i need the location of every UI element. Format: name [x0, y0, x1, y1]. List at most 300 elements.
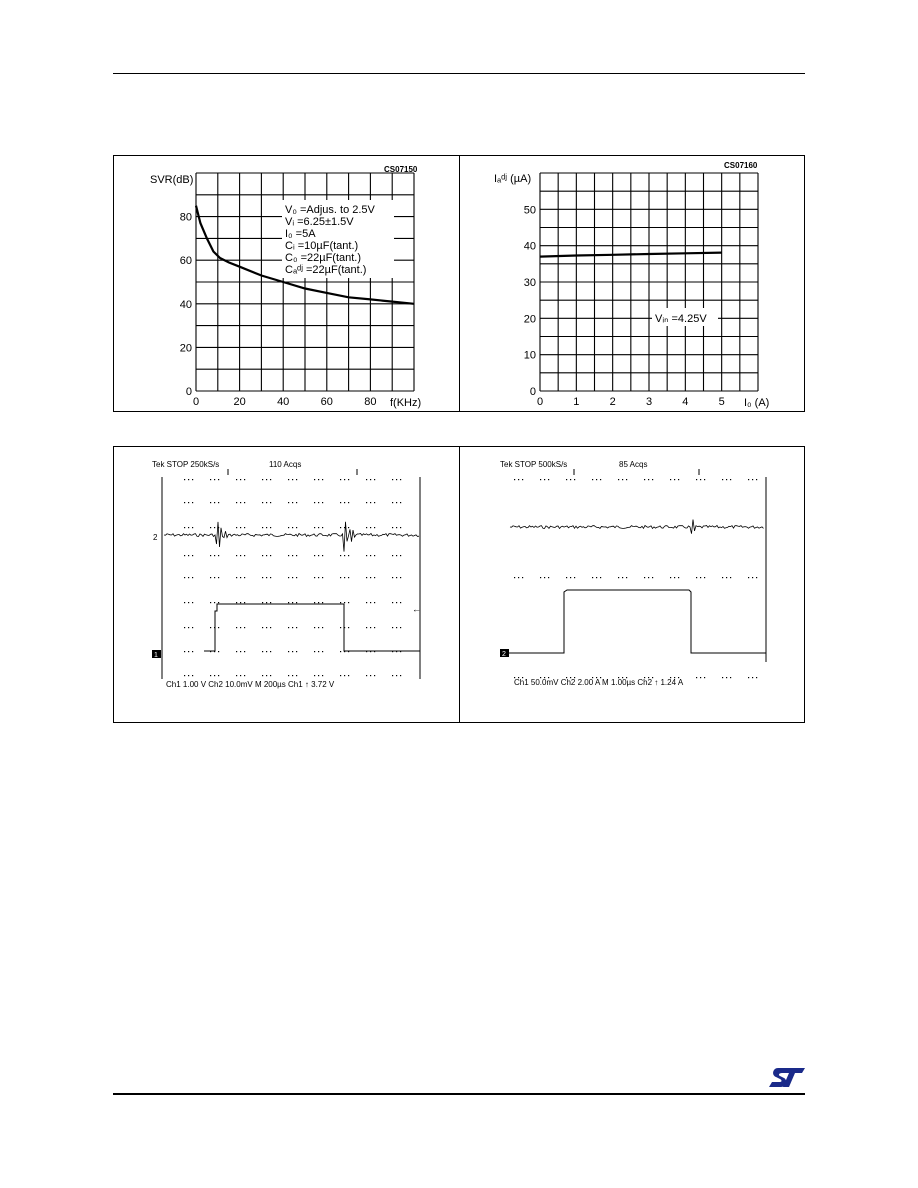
graticule-dot — [266, 502, 267, 503]
graticule-dot — [210, 627, 211, 628]
iadj-y-tick-label: 50 — [523, 204, 536, 217]
graticule-dot — [366, 675, 367, 676]
svr-y-axis-label: SVR(dB) — [150, 174, 194, 186]
graticule-dot — [192, 555, 193, 556]
graticule-dot — [244, 651, 245, 652]
graticule-dot — [674, 479, 675, 480]
graticule-dot — [292, 627, 293, 628]
graticule-dot — [244, 577, 245, 578]
graticule-dot — [236, 479, 237, 480]
graticule-dot — [270, 502, 271, 503]
graticule-dot — [262, 602, 263, 603]
graticule-dot — [726, 677, 727, 678]
graticule-dot — [392, 602, 393, 603]
svr-x-tick-label: 40 — [277, 396, 290, 408]
graticule-dot — [392, 555, 393, 556]
graticule-dot — [218, 602, 219, 603]
iadj-y-tick-label: 40 — [523, 240, 536, 253]
graticule-dot — [644, 577, 645, 578]
header-rule — [113, 73, 805, 74]
graticule-dot — [318, 651, 319, 652]
graticule-dot — [322, 555, 323, 556]
graticule-dot — [400, 479, 401, 480]
iadj-y-tick-label: 0 — [529, 386, 536, 398]
iadj-x-axis-label: I₀ (A) — [744, 397, 770, 409]
graticule-dot — [184, 651, 185, 652]
graticule-dot — [400, 602, 401, 603]
svr-x-tick-label: 20 — [233, 396, 246, 408]
iadj-y-axis-label: Iₐᵈʲ (µA) — [494, 173, 532, 185]
graticule-dot — [652, 479, 653, 480]
graticule-dot — [296, 555, 297, 556]
graticule-dot — [600, 479, 601, 480]
graticule-dot — [348, 627, 349, 628]
graticule-dot — [188, 577, 189, 578]
graticule-dot — [548, 577, 549, 578]
svr-x-tick-label: 60 — [320, 396, 333, 408]
graticule-dot — [210, 527, 211, 528]
graticule-dot — [318, 627, 319, 628]
graticule-dot — [596, 479, 597, 480]
graticule-dot — [696, 479, 697, 480]
graticule-dot — [644, 479, 645, 480]
graticule-dot — [292, 555, 293, 556]
graticule-dot — [292, 577, 293, 578]
graticule-dot — [370, 602, 371, 603]
graticule-dot — [210, 577, 211, 578]
graticule-dot — [392, 577, 393, 578]
graticule-dot — [214, 479, 215, 480]
graticule-dot — [722, 479, 723, 480]
graticule-dot — [288, 577, 289, 578]
graticule-dot — [266, 651, 267, 652]
graticule-dot — [188, 602, 189, 603]
svr-y-tick-label: 0 — [185, 386, 192, 398]
graticule-dot — [288, 502, 289, 503]
scope-left-footer: Ch1 1.00 V Ch2 10.0mV M 200µs Ch1 ↑ 3.72 V — [166, 680, 335, 689]
graticule-dot — [296, 675, 297, 676]
graticule-dot — [318, 502, 319, 503]
graticule-dot — [722, 677, 723, 678]
graticule-dot — [392, 527, 393, 528]
iadj-y-tick-label: 10 — [523, 349, 536, 362]
graticule-dot — [314, 602, 315, 603]
svr-y-tick-label: 20 — [179, 342, 192, 355]
graticule-dot — [236, 502, 237, 503]
graticule-dot — [262, 527, 263, 528]
graticule-dot — [218, 479, 219, 480]
graticule-dot — [270, 479, 271, 480]
iadj-x-tick-label: 2 — [609, 396, 616, 408]
graticule-dot — [678, 577, 679, 578]
svr-x-tick-label: 0 — [192, 396, 200, 408]
graticule-dot — [704, 677, 705, 678]
graticule-dot — [214, 602, 215, 603]
iadj-x-tick-label: 4 — [682, 396, 689, 408]
iadj-y-tick-label: 20 — [523, 313, 536, 326]
graticule-dot — [618, 479, 619, 480]
graticule-dot — [214, 675, 215, 676]
graticule-dot — [188, 651, 189, 652]
graticule-dot — [748, 677, 749, 678]
graticule-dot — [748, 479, 749, 480]
graticule-dot — [292, 675, 293, 676]
graticule-dot — [344, 502, 345, 503]
graticule-dot — [244, 675, 245, 676]
graticule-dot — [266, 555, 267, 556]
graticule-dot — [648, 577, 649, 578]
scope-right-ch2-trace — [509, 590, 766, 653]
graticule-dot — [314, 527, 315, 528]
scope-left-ch2-marker: 2 — [153, 533, 158, 542]
graticule-dot — [626, 479, 627, 480]
svr-condition-1: V₀ =Adjus. to 2.5V — [285, 204, 375, 216]
graticule-dot — [396, 479, 397, 480]
scope-left-header: Tek STOP 250kS/s — [152, 460, 220, 469]
graticule-dot — [192, 527, 193, 528]
graticule-dot — [288, 527, 289, 528]
graticule-dot — [340, 555, 341, 556]
graticule-dot — [366, 479, 367, 480]
iadj-chart-code: CS07160 — [724, 161, 758, 170]
graticule-dot — [314, 627, 315, 628]
graticule-dot — [262, 577, 263, 578]
graticule-dot — [236, 577, 237, 578]
graticule-dot — [370, 577, 371, 578]
iadj-x-ticks — [537, 396, 725, 408]
graticule-dot — [522, 577, 523, 578]
graticule-dot — [262, 651, 263, 652]
graticule-dot — [188, 527, 189, 528]
graticule-dot — [236, 602, 237, 603]
graticule-dot — [514, 479, 515, 480]
graticule-dot — [192, 577, 193, 578]
graticule-dot — [366, 555, 367, 556]
graticule-dot — [240, 602, 241, 603]
graticule-dot — [214, 555, 215, 556]
svr-x-axis-label: f(KHz) — [390, 397, 422, 409]
svr-condition-4: Cᵢ =10µF(tant.) — [285, 240, 359, 252]
graticule-dot — [340, 479, 341, 480]
st-logo-shape — [769, 1068, 805, 1087]
graticule-dot — [752, 479, 753, 480]
graticule-dot — [344, 577, 345, 578]
graticule-dot — [292, 527, 293, 528]
graticule-dot — [396, 555, 397, 556]
graticule-dot — [748, 577, 749, 578]
graticule-dot — [296, 577, 297, 578]
graticule-dot — [266, 627, 267, 628]
scope-right-ch1-trace — [510, 520, 764, 534]
graticule-dot — [184, 627, 185, 628]
graticule-dot — [340, 651, 341, 652]
svr-condition-3: I₀ =5A — [285, 228, 316, 240]
graticule-dot — [266, 602, 267, 603]
graticule-dot — [670, 479, 671, 480]
graticule-dot — [184, 479, 185, 480]
iadj-grid — [540, 173, 758, 391]
graticule-dot — [348, 577, 349, 578]
graticule-dot — [240, 577, 241, 578]
graticule-dot — [184, 577, 185, 578]
scope-left-ch1-marker: 1 — [154, 652, 158, 659]
graticule-dot — [262, 675, 263, 676]
scope-right-acqs: 85 Acqs — [619, 460, 648, 469]
curves-panel-row — [113, 155, 805, 412]
scope-left — [152, 460, 421, 689]
graticule-dot — [214, 502, 215, 503]
graticule-dot — [340, 502, 341, 503]
graticule-dot — [322, 675, 323, 676]
graticule-dot — [704, 577, 705, 578]
scope-right-header: Tek STOP 500kS/s — [500, 460, 568, 469]
graticule-dot — [370, 627, 371, 628]
scope-left-arrow-icon: ← — [412, 604, 421, 614]
graticule-dot — [566, 577, 567, 578]
graticule-dot — [756, 479, 757, 480]
graticule-dot — [544, 479, 545, 480]
graticule-dot — [566, 479, 567, 480]
graticule-dot — [314, 651, 315, 652]
iadj-y-tick-label: 30 — [523, 277, 536, 289]
graticule-dot — [218, 502, 219, 503]
graticule-dot — [348, 555, 349, 556]
graticule-dot — [348, 675, 349, 676]
graticule-dot — [322, 479, 323, 480]
graticule-dot — [292, 502, 293, 503]
graticule-dot — [192, 479, 193, 480]
iadj-chart — [494, 161, 769, 409]
graticule-dot — [396, 602, 397, 603]
graticule-dot — [396, 675, 397, 676]
graticule-dot — [236, 651, 237, 652]
graticule-dot — [518, 479, 519, 480]
graticule-dot — [236, 527, 237, 528]
graticule-dot — [518, 577, 519, 578]
iadj-x-tick-label: 5 — [718, 396, 725, 408]
graticule-dot — [730, 577, 731, 578]
graticule-dot — [236, 627, 237, 628]
graticule-dot — [218, 555, 219, 556]
svr-condition-5: C₀ =22µF(tant.) — [285, 252, 362, 264]
graticule-dot — [540, 479, 541, 480]
graticule-dot — [318, 675, 319, 676]
graticule-dot — [400, 527, 401, 528]
scope-panel-row — [113, 446, 805, 723]
graticule-dot — [374, 627, 375, 628]
graticule-dot — [348, 502, 349, 503]
graticule-dot — [514, 577, 515, 578]
graticule-dot — [244, 479, 245, 480]
graticule-dot — [726, 577, 727, 578]
graticule-dot — [262, 479, 263, 480]
graticule-dot — [240, 627, 241, 628]
graticule-dot — [214, 527, 215, 528]
graticule-dot — [270, 627, 271, 628]
svr-x-ticks — [193, 396, 377, 408]
graticule-dot — [522, 479, 523, 480]
graticule-dot — [374, 675, 375, 676]
graticule-dot — [374, 555, 375, 556]
graticule-dot — [348, 527, 349, 528]
graticule-dot — [340, 627, 341, 628]
graticule-dot — [392, 479, 393, 480]
graticule-dot — [752, 577, 753, 578]
graticule-dot — [570, 577, 571, 578]
graticule-dot — [270, 675, 271, 676]
graticule-dot — [322, 502, 323, 503]
graticule-dot — [400, 675, 401, 676]
graticule-dot — [730, 479, 731, 480]
graticule-dot — [370, 527, 371, 528]
graticule-dot — [314, 555, 315, 556]
graticule-dot — [678, 479, 679, 480]
graticule-dot — [288, 651, 289, 652]
graticule-dot — [210, 555, 211, 556]
graticule-dot — [184, 675, 185, 676]
graticule-dot — [270, 602, 271, 603]
graticule-dot — [400, 502, 401, 503]
graticule-dot — [722, 577, 723, 578]
iadj-x-tick-label: 0 — [536, 396, 544, 408]
graticule-dot — [184, 527, 185, 528]
iadj-x-tick-label: 3 — [645, 396, 653, 408]
graticule-dot — [344, 602, 345, 603]
graticule-dot — [700, 577, 701, 578]
graticule-dot — [210, 675, 211, 676]
graticule-dot — [296, 627, 297, 628]
graticule-dot — [296, 527, 297, 528]
graticule-dot — [288, 602, 289, 603]
graticule-dot — [262, 627, 263, 628]
svr-chart — [150, 165, 421, 409]
graticule-dot — [370, 479, 371, 480]
scope-right-footer: Ch1 50.0mV Ch2 2.00 A M 1.00µs Ch2 ↑ 1.24 A — [514, 678, 684, 687]
graticule-dot — [240, 479, 241, 480]
graticule-dot — [314, 479, 315, 480]
graticule-dot — [218, 577, 219, 578]
graticule-dot — [544, 577, 545, 578]
graticule-dot — [366, 502, 367, 503]
iadj-x-tick-label: 1 — [573, 396, 580, 408]
graticule-dot — [400, 627, 401, 628]
graticule-dot — [344, 675, 345, 676]
graticule-dot — [210, 502, 211, 503]
graticule-dot — [592, 479, 593, 480]
graticule-dot — [730, 677, 731, 678]
graticule-dot — [340, 675, 341, 676]
graticule-dot — [674, 577, 675, 578]
graticule-dot — [366, 577, 367, 578]
graticule-dot — [296, 502, 297, 503]
graticule-dot — [192, 627, 193, 628]
graticule-dot — [296, 479, 297, 480]
graticule-dot — [392, 502, 393, 503]
graticule-dot — [270, 577, 271, 578]
graticule-dot — [374, 502, 375, 503]
iadj-annotation: Vᵢₙ =4.25V — [655, 313, 707, 325]
graticule-dot — [292, 479, 293, 480]
graticule-dot — [318, 479, 319, 480]
svr-x-tick-label: 80 — [364, 396, 377, 408]
graticule-dot — [370, 502, 371, 503]
graticule-dot — [400, 577, 401, 578]
graticule-dot — [266, 675, 267, 676]
graticule-dot — [396, 627, 397, 628]
graticule-dot — [218, 651, 219, 652]
scope-right — [500, 460, 766, 687]
graticule-dot — [322, 577, 323, 578]
graticule-dot — [392, 627, 393, 628]
graticule-dot — [574, 577, 575, 578]
graticule-dot — [244, 602, 245, 603]
graticule-dot — [348, 602, 349, 603]
graticule-dot — [548, 479, 549, 480]
svr-chart-code: CS07150 — [384, 165, 418, 174]
graticule-dot — [236, 555, 237, 556]
graticule-dot — [188, 627, 189, 628]
graticule-dot — [192, 675, 193, 676]
graticule-dot — [570, 479, 571, 480]
graticule-dot — [396, 577, 397, 578]
graticule-dot — [392, 675, 393, 676]
svr-y-tick-label: 60 — [179, 255, 192, 268]
graticule-dot — [314, 675, 315, 676]
graticule-dot — [218, 675, 219, 676]
scope-right-ch2-marker: 2 — [502, 651, 506, 658]
graticule-dot — [288, 627, 289, 628]
graticule-dot — [652, 577, 653, 578]
scope-left-ch2-trace — [164, 522, 419, 552]
svr-conditions — [282, 200, 394, 278]
graticule-dot — [288, 675, 289, 676]
graticule-dot — [756, 677, 757, 678]
graticule-dot — [184, 502, 185, 503]
graticule-dot — [218, 627, 219, 628]
graticule-dot — [292, 651, 293, 652]
graticule-dot — [696, 577, 697, 578]
graticule-dot — [270, 651, 271, 652]
graticule-dot — [374, 577, 375, 578]
graticule-dot — [370, 675, 371, 676]
graticule-dot — [188, 555, 189, 556]
graticule-dot — [648, 479, 649, 480]
graticule-dot — [266, 527, 267, 528]
graticule-dot — [696, 677, 697, 678]
graticule-dot — [240, 675, 241, 676]
graticule-dot — [296, 602, 297, 603]
svr-y-tick-label: 40 — [179, 298, 192, 311]
scopes-svg — [114, 447, 806, 724]
graticule-dot — [236, 675, 237, 676]
graticule-dot — [240, 555, 241, 556]
svr-y-ticks — [180, 212, 192, 398]
graticule-dot — [318, 602, 319, 603]
graticule-dot — [266, 479, 267, 480]
graticule-dot — [262, 502, 263, 503]
scope-left-acqs: 110 Acqs — [269, 460, 302, 469]
graticule-dot — [214, 577, 215, 578]
graticule-dot — [288, 555, 289, 556]
curves-svg — [114, 156, 806, 413]
graticule-dot — [700, 479, 701, 480]
graticule-dot — [344, 555, 345, 556]
graticule-dot — [622, 577, 623, 578]
graticule-dot — [704, 479, 705, 480]
graticule-dot — [244, 555, 245, 556]
graticule-dot — [396, 502, 397, 503]
graticule-dot — [270, 555, 271, 556]
